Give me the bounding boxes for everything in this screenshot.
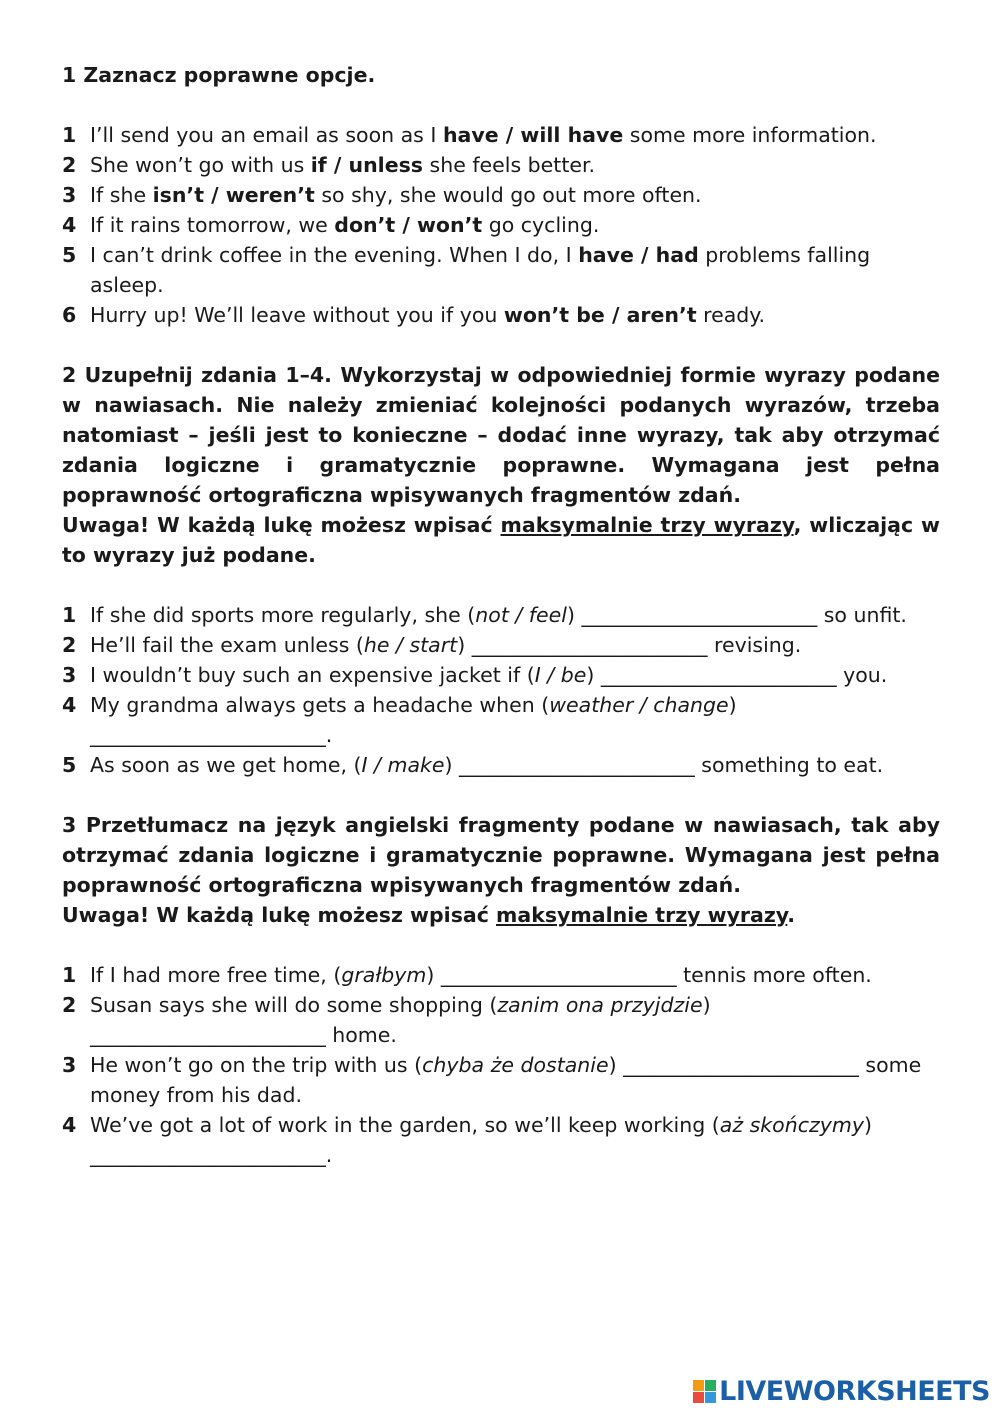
- sentence-text: We’ve got a lot of work in the garden, so we’ll keep working (: [90, 1113, 720, 1137]
- answer-options: won’t be / aren’t: [503, 303, 697, 327]
- exercise-3-note-end: .: [787, 903, 796, 927]
- item-number: 1: [62, 603, 77, 627]
- sentence-text: I can’t drink coffee in the evening. When I do, I: [90, 243, 579, 267]
- exercise-1-list: [62, 120, 940, 330]
- exercise-2-note-end: , wliczając w to wyrazy już podane.: [62, 513, 940, 567]
- item-number: 2: [62, 993, 77, 1017]
- sentence-text: If I had more free time, (: [90, 963, 342, 987]
- sentence-text: She won’t go with us: [90, 153, 311, 177]
- prompt-words: grałbym: [341, 963, 427, 987]
- item-number: 4: [62, 1113, 77, 1137]
- exercise-2-note-start: Uwaga! W każdą lukę możesz wpisać: [62, 513, 501, 537]
- answer-options: have / will have: [442, 123, 624, 147]
- sentence-text: If it rains tomorrow, we: [90, 213, 335, 237]
- sentence-text: so shy, she would go out more often.: [314, 183, 702, 207]
- list-item: [62, 180, 940, 210]
- liveworksheets-logo: [693, 1376, 990, 1407]
- sentence-text: I’ll send you an email as soon as I: [90, 123, 443, 147]
- exercise-2-list: [62, 600, 940, 780]
- sentence-text: she feels better.: [423, 153, 596, 177]
- item-number: 5: [62, 243, 77, 267]
- item-number: 2: [62, 153, 77, 177]
- item-number: 2: [62, 633, 77, 657]
- logo-squares-icon: [693, 1380, 716, 1403]
- item-number: 3: [62, 663, 77, 687]
- list-item: [62, 990, 940, 1050]
- list-item: [62, 120, 940, 150]
- prompt-words: not / feel: [475, 603, 567, 627]
- list-item: [62, 240, 940, 300]
- exercise-3-note-underlined: maksymalnie trzy wyrazy: [496, 903, 788, 927]
- sentence-text: Hurry up! We’ll leave without you if you: [90, 303, 504, 327]
- exercise-3-note: [62, 900, 940, 930]
- sentence-text: ) _______________________ revising.: [457, 633, 802, 657]
- exercise-3-heading: 3 Przetłumacz na język angielski fragmenty podane w nawiasach, tak aby otrzymać zdania logiczne i gramatycznie poprawne. Wymagana jest pełna poprawność ortograficzna wpisywanych fragmentów zdań.: [62, 813, 940, 897]
- item-number: 1: [62, 963, 77, 987]
- list-item: [62, 210, 940, 240]
- list-item: [62, 960, 940, 990]
- answer-options: have / had: [578, 243, 699, 267]
- sentence-text: He’ll fail the exam unless (: [90, 633, 364, 657]
- sentence-text: I wouldn’t buy such an expensive jacket if (: [90, 663, 535, 687]
- list-item: [62, 690, 940, 750]
- exercise-3-note-start: Uwaga! W każdą lukę możesz wpisać: [62, 903, 497, 927]
- sentence-text: ready.: [696, 303, 766, 327]
- sentence-text: ) _______________________.: [90, 1113, 872, 1167]
- prompt-words: I / be: [534, 663, 587, 687]
- prompt-words: he / start: [363, 633, 458, 657]
- exercise-3-list: [62, 960, 940, 1170]
- sentence-text: He won’t go on the trip with us (: [90, 1053, 423, 1077]
- sentence-text: go cycling.: [482, 213, 600, 237]
- item-number: 6: [62, 303, 77, 327]
- logo-text: LIVEWORKSHEETS: [719, 1376, 990, 1407]
- sentence-text: Susan says she will do some shopping (: [90, 993, 498, 1017]
- sentence-text: As soon as we get home, (: [90, 753, 362, 777]
- list-item: [62, 600, 940, 630]
- list-item: [62, 1110, 940, 1170]
- item-number: 4: [62, 693, 77, 717]
- prompt-words: I / make: [361, 753, 445, 777]
- exercise-2-note-underlined: maksymalnie trzy wyrazy: [500, 513, 794, 537]
- sentence-text: My grandma always gets a headache when (: [90, 693, 550, 717]
- list-item: [62, 750, 940, 780]
- item-number: 3: [62, 1053, 77, 1077]
- prompt-words: aż skończymy: [719, 1113, 864, 1137]
- exercise-2-note: [62, 510, 940, 570]
- list-item: [62, 630, 940, 660]
- sentence-text: ) _______________________ home.: [90, 993, 711, 1047]
- prompt-words: chyba że dostanie: [422, 1053, 609, 1077]
- answer-options: if / unless: [310, 153, 424, 177]
- list-item: [62, 300, 940, 330]
- answer-options: don’t / won’t: [334, 213, 483, 237]
- item-number: 3: [62, 183, 77, 207]
- sentence-text: ) _______________________.: [90, 693, 737, 747]
- worksheet-page: [62, 60, 940, 1170]
- exercise-2-heading: 2 Uzupełnij zdania 1–4. Wykorzystaj w odpowiedniej formie wyrazy podane w nawiasach. Nie należy zmieniać kolejności podanych wyrazów, trzeba natomiast – jeśli jest to konieczne – dodać inne wyrazy, tak aby otrzymać zdania logiczne i gramatycznie poprawne. Wymagana jest pełna poprawność ortograficzna wpisywanych fragmentów zdań.: [62, 363, 940, 507]
- prompt-words: weather / change: [549, 693, 729, 717]
- list-item: [62, 660, 940, 690]
- sentence-text: problems falling asleep.: [90, 243, 871, 297]
- answer-options: isn’t / weren’t: [152, 183, 315, 207]
- sentence-text: ) _______________________ something to eat.: [444, 753, 884, 777]
- list-item: [62, 1050, 940, 1110]
- sentence-text: ) _______________________ you.: [586, 663, 888, 687]
- item-number: 4: [62, 213, 77, 237]
- exercise-1-heading: 1 Zaznacz poprawne opcje.: [62, 63, 376, 87]
- item-number: 5: [62, 753, 77, 777]
- sentence-text: ) _______________________ tennis more often.: [426, 963, 872, 987]
- sentence-text: ) _______________________ some money from his dad.: [90, 1053, 922, 1107]
- sentence-text: ) _______________________ so unfit.: [566, 603, 907, 627]
- sentence-text: If she did sports more regularly, she (: [90, 603, 476, 627]
- prompt-words: zanim ona przyjdzie: [497, 993, 703, 1017]
- sentence-text: some more information.: [623, 123, 877, 147]
- list-item: [62, 150, 940, 180]
- item-number: 1: [62, 123, 77, 147]
- sentence-text: If she: [90, 183, 153, 207]
